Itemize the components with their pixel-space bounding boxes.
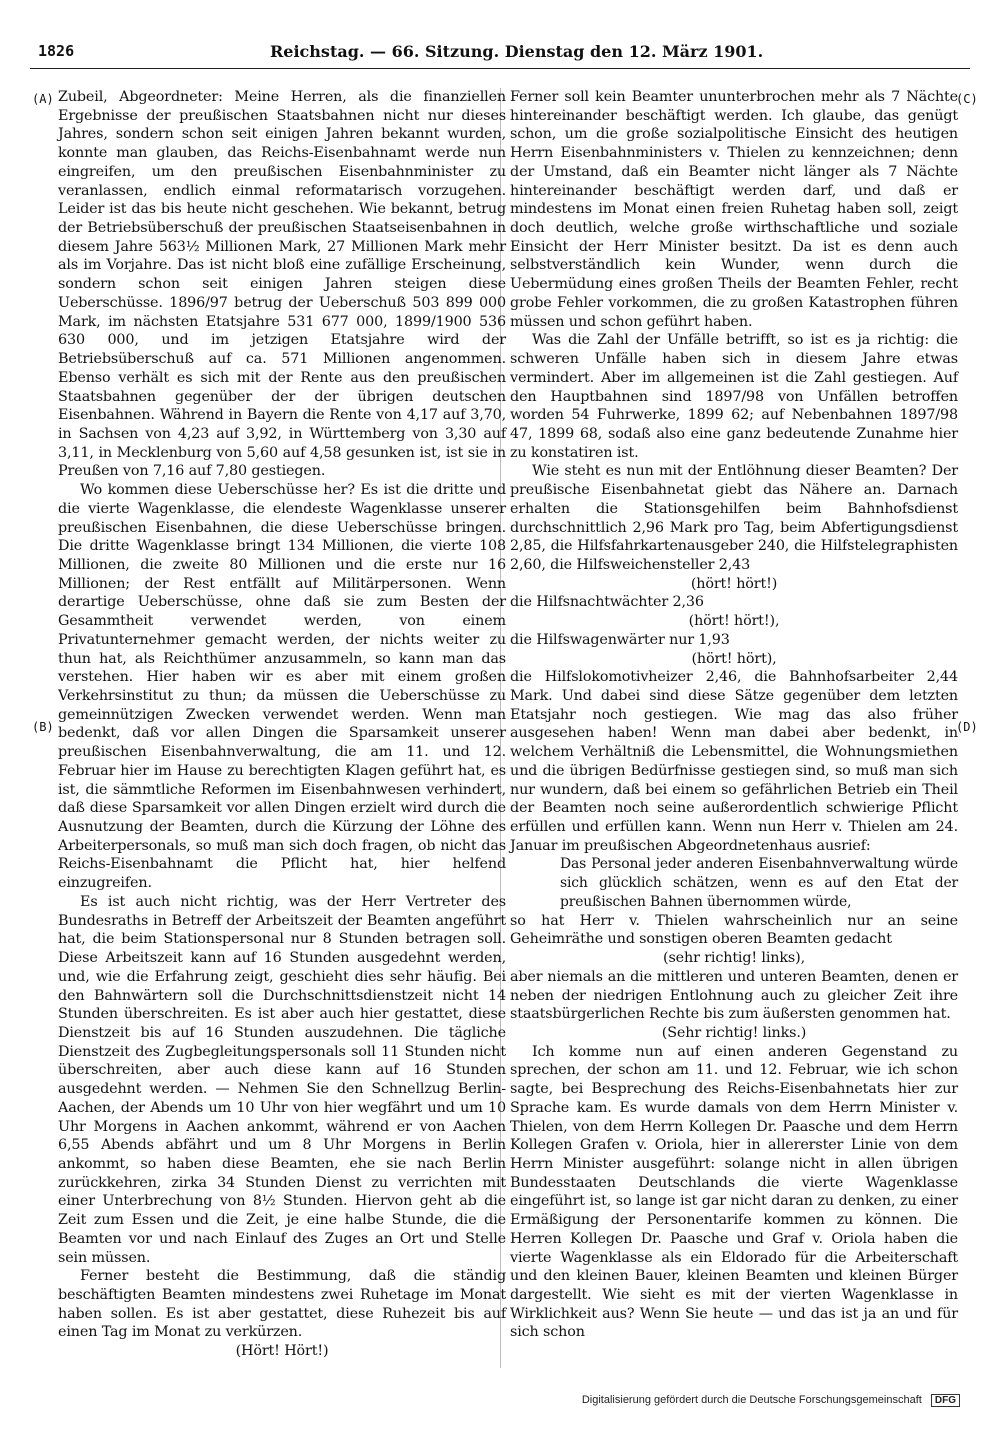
paragraph: die Hilfsnachtwächter 2,36 [510,594,704,611]
paragraph: die Hilfswagenwärter nur 1,93 [510,631,730,648]
paragraph: Ich komme nun auf einen anderen Gegenstand zu sprechen, der schon am 11. und 12. Februar, wie ich schon sagte, bei Besprechung des Reichs-Eisenbahnetats hier zur Sprache kam. Es wurde damals von dem Herrn Minister v. Thielen, von dem Herrn Kollegen Dr. Paasche und dem Herrn Kollegen Grafen v. Oriola, hier in allererster Linie von dem Herrn Minister ausgeführt: solange nicht in allen übrigen Bundesstaaten Deutschlands die vierte Wagenklasse eingeführt ist, so lange ist gar nicht daran zu denken, zu einer Ermäßigung der Personentarife kommen zu können. Die Herren Kollegen Dr. Paasche und Graf v. Oriola haben die vierte Wagenklasse als ein Eldorado für die Arbeiterschaft und den kleinen Bauer, kleinen Beamten und kleinen Bürger dargestellt. Wie sieht es mit der vierten Wagenklasse in Wirklichkeit aus? Wenn Sie heute — und das ist ja an und für sich schon [510,1043,958,1341]
paragraph: Wie steht es nun mit der Entlöhnung dieser Beamten? Der preußische Eisenbahnetat giebt das Nähere an. Darnach erhalten die Stationsgehilfen beim Bahnhofsdienst durchschnittlich 2,96 Mark pro Tag, beim Abfertigungsdienst 2,85, die Hilfsfahrkartenausgeber 240, die Hilfstelegraphisten 2,60, die Hilfsweichensteller 2,43 [510,463,958,573]
paragraph: aber niemals an die mittleren und unteren Beamten, denen er neben der niedrigen Entlohnung auch zu gleicher Zeit ihre staatsbürgerlichen Rechte bis zum äußersten genommen hat. [510,968,958,1023]
paragraph: die Hilfslokomotivheizer 2,46, die Bahnhofsarbeiter 2,44 Mark. Und dabei sind diese Sätze gegenüber dem letzten Etatsjahr noch gestiegen. Wie mag das also früher ausgesehen haben! Wenn man dabei aber bedenkt, in welchem Verhältniß die Lebensmittel, die Wohnungsmiethen und die übrigen Bedürfnisse gestiegen sind, so muß man sich nur wundern, daß bei einem so gefährlichen Betrieb ein Theil der Beamten noch seine außerordentlich schwierige Pflicht erfüllen und erfüllen kann. Wenn nun Herr v. Thielen am 24. Januar im preußischen Abgeordnetenhaus ausrief: [510,669,958,854]
margin-marker-d: (D) [956,720,978,734]
paragraph: Wo kommen diese Ueberschüsse her? Es ist die dritte und die vierte Wagenklasse, die elendeste Wagenklasse unserer preußischen Eisenbahnen, die diese Ueberschüsse bringen. Die dritte Wagenklasse bringt 134 Millionen, die vierte 108 Millionen, die zweite 80 Millionen und die erste nur 16 Millionen; der Rest entfällt auf Militärpersonen. Wenn derartige Ueberschüsse, ohne daß sie zum Besten der Gesammtheit verwendet werden, von einem Privatunternehmer gemacht werden, der nichts weiter zu thun hat, als Reichthümer anzusammeln, so kann man das verstehen. Hier haben wir es aber mit einem großen Verkehrsinstitut zu thun; da müssen die Ueberschüsse zu gemeinnützigen Zwecken verwendet werden. Wenn man bedenkt, daß vor allen Dingen die Sparsamkeit unserer preußischen Eisenbahnverwaltung, die am 11. und 12. Februar hier im Hause zu berechtigten Klagen geführt hat, es ist, die sämmtliche Reformen im Eisenbahnwesen verhindert, daß diese Sparsamkeit vor allen Dingen erzielt wird durch die Ausnutzung der Beamten, durch die Kürzung der Löhne des Arbeiterpersonals, so muß man sich doch fragen, ob nicht das Reichs-Eisenbahnamt die Pflicht hat, hier helfend einzugreifen. [58,482,506,892]
left-column [58,88,506,1361]
interjection: (hört! hört!) [690,575,778,592]
running-title: Reichstag. — 66. Sitzung. Dienstag den 12. März 1901. [270,42,764,61]
paragraph: Zubeil, Abgeordneter: Meine Herren, als die finanziellen Ergebnisse der preußischen Staatsbahnen nicht nur dieses Jahres, sondern schon seit einigen Jahren bekannt wurden, konnte man glauben, das Reichs-Eisenbahnamt werde nun eingreifen, um den preußischen Eisenbahnminister zu veranlassen, endlich einmal reformatarisch vorzugehen. Leider ist das bis heute nicht geschehen. Wie bekannt, betrug der Betriebsüberschuß der preußischen Staatseisenbahnen in diesem Jahre 563½ Millionen Mark, 27 Millionen Mark mehr als im Vorjahre. Das ist nicht bloß eine zufällige Erscheinung, sondern schon seit einigen Jahren steigen diese Ueberschüsse. 1896/97 betrug der Ueberschuß 503 899 000 Mark, im nächsten Etatsjahre 531 677 000, 1899/1900 536 630 000, und im jetzigen Etatsjahre wird der Betriebsüberschuß auf ca. 571 Millionen angenommen. Ebenso verhält es sich mit der Rente aus den preußischen Staatsbahnen gegenüber der der übrigen deutschen Eisenbahnen. Während in Bayern die Rente von 4,17 auf 3,70, in Sachsen von 4,23 auf 3,92, in Württemberg von 3,30 auf 3,11, in Mecklenburg von 5,60 auf 4,58 gesunken ist, ist sie in Preußen von 7,16 auf 7,80 gestiegen. [58,89,506,480]
margin-marker-b: (B) [32,720,54,734]
paragraph: so hat Herr v. Thielen wahrscheinlich nur an seine Geheimräthe und sonstigen oberen Beamten gedacht [510,912,958,948]
right-column [510,88,958,1342]
dfg-logo: DFG [931,1394,960,1407]
paragraph: Ferner soll kein Beamter ununterbrochen mehr als 7 Nächte hintereinander beschäftigt werden. Ich glaube, das genügt schon, um die große sozialpolitische Einsicht des heutigen Herrn Eisenbahnministers v. Thielen zu kennzeichnen; denn der Umstand, daß ein Beamter nicht länger als 7 Nächte hintereinander beschäftigt werden darf, und daß er mindestens im Monat einen freien Ruhetag haben soll, zeigt doch deutlich, welche große wirthschaftliche und soziale Einsicht der Herr Minister besitzt. Da ist es denn auch selbstverständlich kein Wunder, wenn durch die Uebermüdung eines großen Theils der Beamten Fehler, recht grobe Fehler vorkommen, die zu großen Katastrophen führen müssen und schon geführt haben. [510,89,958,330]
interjection: (Hört! Hört!) [235,1343,329,1360]
interjection: (hört! hört), [691,650,777,667]
paragraph: Es ist auch nicht richtig, was der Herr Vertreter des Bundesraths in Betreff der Arbeitszeit der Beamten angeführt hat, die beim Stationspersonal nur 8 Stunden betragen soll. Diese Arbeitszeit kann auf 16 Stunden ausgedehnt werden, und, wie die Erfahrung zeigt, geschieht dies sehr häufig. Bei den Bahnwärtern soll die Durchschnittsdienstzeit nicht 14 Stunden überschreiten. Es ist aber auch hier gestattet, diese Dienstzeit bis auf 16 Stunden auszudehnen. Die tägliche Dienstzeit des Zugbegleitungspersonals soll 11 Stunden nicht überschreiten, aber auch diese kann auf 16 Stunden ausgedehnt werden. — Nehmen Sie den Schnellzug Berlin-Aachen, der Abends um 10 Uhr von hier wegfährt und um 10 Uhr Morgens in Aachen ankommt, während er von Aachen 6,55 Abends abfährt und um 8 Uhr Morgens in Berlin ankommt, so haben diese Beamten, ehe sie nach Berlin zurückkehren, zirka 34 Stunden Dienst zu verrichten mit einer Unterbrechung von 8½ Stunden. Hiervon geht ab die Zeit zum Essen und die Zeit, je eine halbe Stunde, die die Beamten vor und nach Einlauf des Zuges an Ort und Stelle sein müssen. [58,893,506,1266]
credit-text: Digitalisierung gefördert durch die Deutsche Forschungsgemeinschaft [581,1394,922,1406]
digitization-credit [582,1394,960,1407]
margin-marker-a: (A) [32,92,54,106]
interjection: (Sehr richtig! links.) [661,1024,807,1041]
paragraph: Ferner besteht die Bestimmung, daß die ständig beschäftigten Beamten mindestens zwei Ruhetage im Monat haben sollen. Es ist aber gestattet, diese Ruhezeit bis auf einen Tag im Monat zu verkürzen. [58,1268,506,1341]
page-number: 1826 [38,42,75,60]
page-header [30,38,970,69]
interjection: (hört! hört!), [688,613,780,630]
block-quote: Das Personal jeder anderen Eisenbahnverwaltung würde sich glücklich schätzen, wenn es auf den Etat der preußischen Bahnen übernommen würde, [560,856,958,910]
paragraph: Was die Zahl der Unfälle betrifft, so ist es ja richtig: die schweren Unfälle haben sich in diesem Jahre etwas vermindert. Aber im allgemeinen ist die Zahl gestiegen. Auf den Hauptbahnen sind 1897/98 von Unfällen betroffen worden 54 Fuhrwerke, 1899 62; auf Nebenbahnen 1897/98 47, 1899 68, sodaß also eine ganz bedeutende Zunahme hier zu konstatiren ist. [510,332,958,461]
margin-marker-c: (C) [956,92,978,106]
interjection: (sehr richtig! links), [663,950,805,967]
